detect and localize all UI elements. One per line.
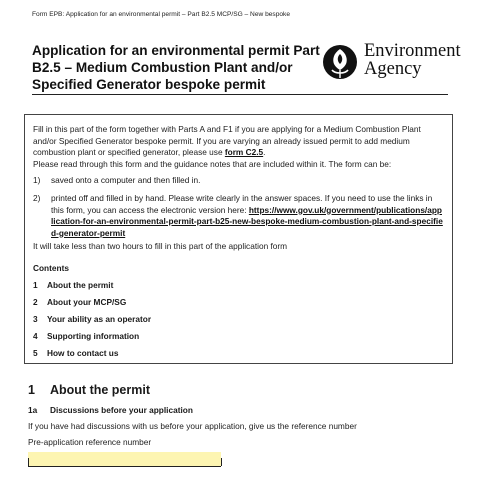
list-item-number: 2) [33,193,41,203]
subsection-title: Discussions before your application [50,405,193,415]
toc-number: 2 [33,297,38,307]
field-label: Pre-application reference number [28,437,152,447]
toc-item-supporting-info[interactable]: Supporting information [47,331,140,341]
section-number: 1 [28,383,35,397]
pre-application-reference-input[interactable] [28,452,221,467]
form-topline: Form EPB: Application for an environmental permit – Part B2.5 MCP/SG – New bespoke [32,11,291,18]
toc-number: 5 [33,348,38,358]
list-item-text: printed off and filled in by hand. Please write clearly in the answer spaces. If you need to use the links in this form, you can access the electronic version here: [51,193,433,215]
list-item-text: saved onto a computer and then filled in. [51,175,201,185]
toc-item-contact[interactable]: How to contact us [47,348,119,358]
instruction-text: If you have had discussions with us before your application, give us the reference number [28,421,357,431]
form-usage-text: Please read through this form and the guidance notes that are included within it. The form can be: [33,159,392,169]
page-title: Application for an environmental permit Part B2.5 – Medium Combustion Plant and/or Specified Generator bespoke permit [32,43,320,92]
environment-agency-logo [320,40,460,84]
toc-number: 1 [33,280,38,290]
toc-item-about-mcp[interactable]: About your MCP/SG [47,297,127,307]
contents-heading: Contents [33,263,69,273]
intro-paragraph [33,124,443,159]
field-border-right [221,458,222,466]
intro-text: Fill in this part of the form together with Parts A and F1 if you are applying for a Medium Combustion Plant and/or Specified Generator bespoke permit. If you are varying an already issued permit to add medium combustion plant or specified generator, please use [33,124,421,158]
list-item [51,193,443,239]
toc-number: 3 [33,314,38,324]
toc-number: 4 [33,331,38,341]
intro-text-end: . [263,147,266,158]
title-divider [32,94,448,95]
gov-uk-link[interactable]: https://www.gov.uk/government/publications/application-for-an-environmental-permit-part-b25-new-bespoke-medium-combustion-plant-and-specified-generator-permit [51,204,443,238]
section-title: About the permit [50,383,150,397]
list-item-number: 1) [33,175,41,185]
time-estimate-text: It will take less than two hours to fill in this part of the application form [33,241,288,251]
rose-emblem-icon [320,40,360,84]
toc-item-operator-ability[interactable]: Your ability as an operator [47,314,152,324]
subsection-number: 1a [28,405,38,415]
field-border-left [28,458,29,466]
form-c25-link[interactable]: form C2.5 [224,147,264,158]
logo-text-line2: Agency [364,59,422,79]
logo-text-line1: Environment [364,41,461,61]
toc-item-about-permit[interactable]: About the permit [47,280,114,290]
